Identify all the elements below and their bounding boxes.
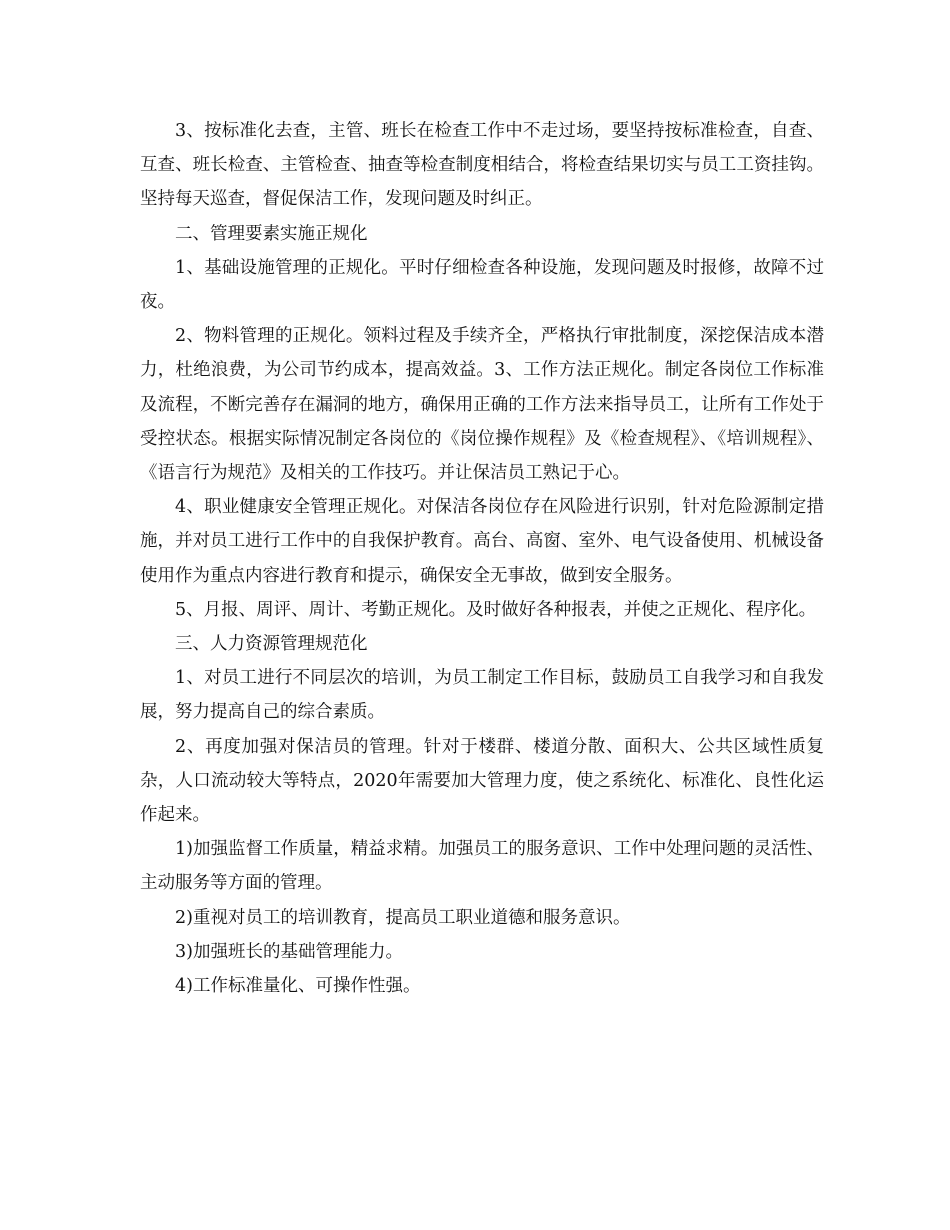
paragraph-material-management: 2、物料管理的正规化。领料过程及手续齐全，严格执行审批制度，深挖保洁成本潜力，杜绝浪费，为公司节约成本，提高效益。3、工作方法正规化。制定各岗位工作标准及流程，不断完善存在漏洞的地方，确保用正确的工作方法来指导员工，让所有工作处于受控状态。根据实际情况制定各岗位的《岗位操作规程》及《检查规程》、《培训规程》、《语言行为规范》及相关的工作技巧。并让保洁员工熟记于心。 (140, 326, 824, 484)
paragraph-cleaner-management: 2、再度加强对保洁员的管理。针对于楼群、楼道分散、面积大、公共区域性质复杂，人口流动较大等特点，2020年需要加大管理力度，使之系统化、标准化、良性化运作起来。 (140, 736, 824, 826)
list-item-quantification: 4)工作标准量化、可操作性强。 (175, 976, 421, 997)
section-heading-management-elements: 二、管理要素实施正规化 (175, 223, 368, 244)
paragraph-occupational-safety: 4、职业健康安全管理正规化。对保洁各岗位存在风险进行识别，针对危险源制定措施，并对员工进行工作中的自我保护教育。高台、高窗、室外、电气设备使用、机械设备使用作为重点内容进行教育和提示，确保安全无事故，做到安全服务。 (140, 497, 824, 586)
paragraph-facility-management: 1、基础设施管理的正规化。平时仔细检查各种设施，发现问题及时报修，故障不过夜。 (140, 257, 824, 313)
list-item-team-leader: 3)加强班长的基础管理能力。 (175, 941, 403, 962)
paragraph-reports: 5、月报、周评、周计、考勤正规化。及时做好各种报表，并使之正规化、程序化。 (175, 599, 817, 620)
paragraph-training: 1、对员工进行不同层次的培训，为员工制定工作目标，鼓励员工自我学习和自我发展，努力提高自己的综合素质。 (140, 668, 824, 723)
list-item-supervision: 1)加强监督工作质量，精益求精。加强员工的服务意识、工作中处理问题的灵活性、主动服务等方面的管理。 (140, 839, 824, 894)
document-body (140, 114, 824, 1003)
list-item-training-education: 2)重视对员工的培训教育，提高员工职业道德和服务意识。 (175, 907, 631, 928)
section-heading-human-resources: 三、人力资源管理规范化 (175, 634, 368, 655)
paragraph-inspection-standard: 3、按标准化去查，主管、班长在检查工作中不走过场，要坚持按标准检查，自查、互查、班长检查、主管检查、抽查等检查制度相结合，将检查结果切实与员工工资挂钩。坚持每天巡查，督促保洁工作，发现问题及时纠正。 (140, 121, 824, 210)
